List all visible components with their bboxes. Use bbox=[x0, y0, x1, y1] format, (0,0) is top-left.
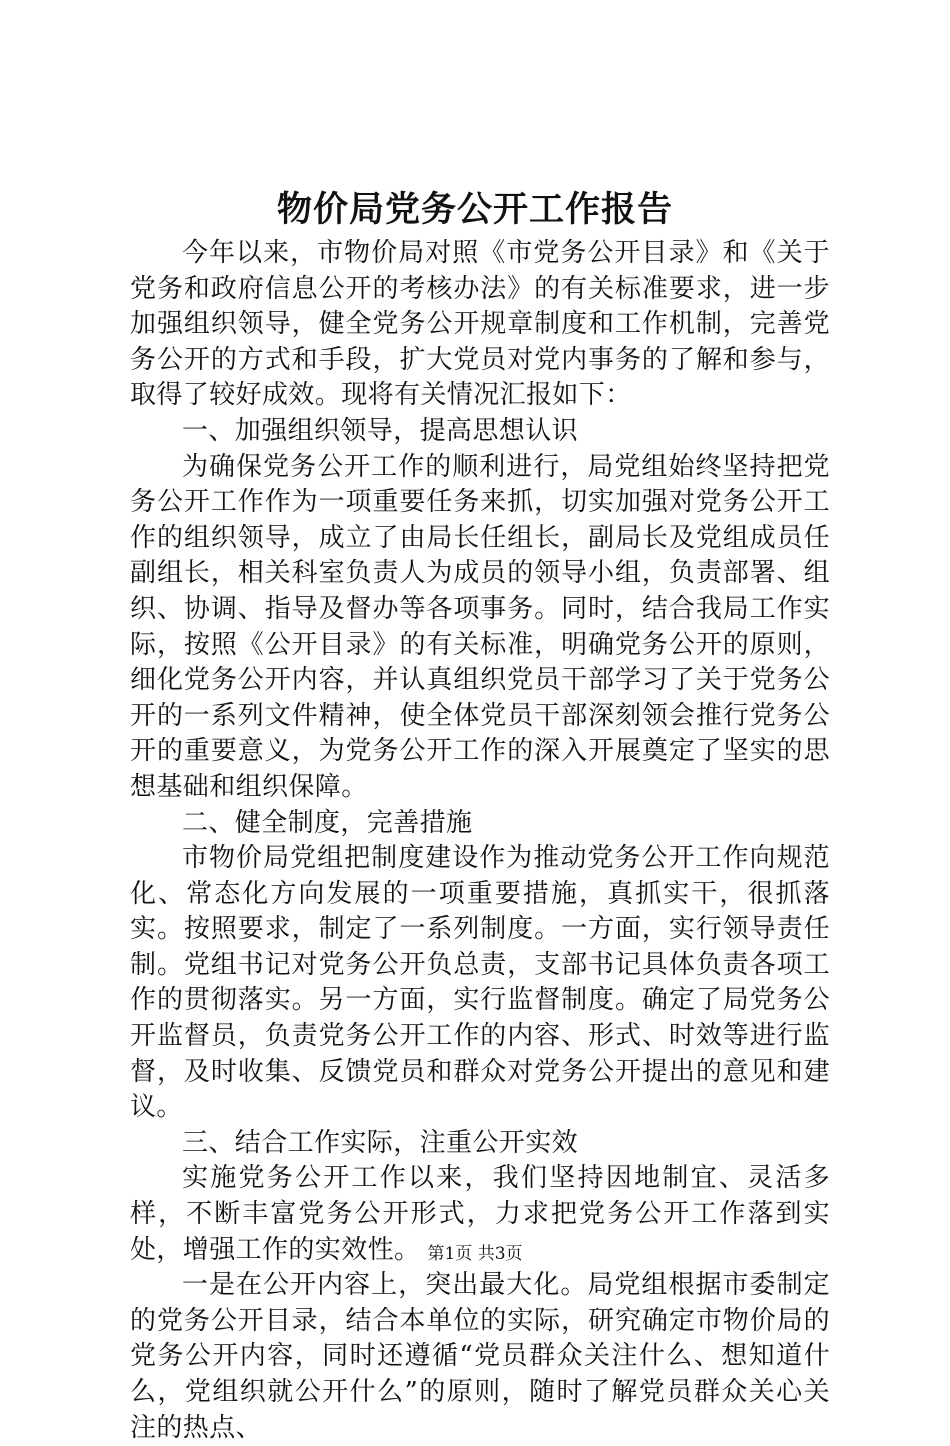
document-title: 物价局党务公开工作报告 bbox=[276, 189, 673, 230]
paragraph-section-2: 市物价局党组把制度建设作为推动党务公开工作向规范化、常态化方向发展的一项重要措施，真抓实干，很抓落实。按照要求，制定了一系列制度。一方面，实行领导责任制。党组书记对党务公开负总责，支部书记具体负责各项工作的贯彻落实。另一方面，实行监督制度。确定了局党务公开监督员，负责党务公开工作的内容、形式、时效等进行监督，及时收集、反馈党员和群众对党务公开提出的意见和建议。 bbox=[130, 843, 830, 1123]
section-heading-3: 三、结合工作实际，注重公开实效 bbox=[182, 1127, 579, 1158]
paragraph-section-1: 为确保党务公开工作的顺利进行，局党组始终坚持把党务公开工作作为一项重要任务来抓，切实加强对党务公开工作的组织领导，成立了由局长任组长，副局长及党组成员任副组长，相关科室负责人为成员的领导小组，负责部署、组织、协调、指导及督办等各项事务。同时，结合我局工作实际，按照《公开目录》的有关标准，明确党务公开的原则，细化党务公开内容，并认真组织党员干部学习了关于党务公开的一系列文件精神，使全体党员干部深刻领会推行党务公开的重要意义，为党务公开工作的深入开展奠定了坚实的思想基础和组织保障。 bbox=[130, 451, 830, 802]
paragraph-intro: 今年以来，市物价局对照《市党务公开目录》和《关于党务和政府信息公开的考核办法》的有关标准要求，进一步加强组织领导，健全党务公开规章制度和工作机制，完善党务公开的方式和手段，扩大党员对党内事务的了解和参与，取得了较好成效。现将有关情况汇报如下： bbox=[130, 238, 830, 411]
section-heading-2: 二、健全制度，完善措施 bbox=[182, 807, 473, 838]
page-number-footer: 第1页 共3页 bbox=[427, 1244, 523, 1264]
paragraph-section-3-point-1: 一是在公开内容上，突出最大化。局党组根据市委制定的党务公开目录，结合本单位的实际，研究确定市物价局的党务公开内容，同时还遵循“党员群众关注什么、想知道什么，党组织就公开什么”的原则，随时了解党员群众关心关注的热点、 bbox=[130, 1270, 830, 1443]
paragraph-section-3: 实施党务公开工作以来，我们坚持因地制宜、灵活多样，不断丰富党务公开形式，力求把党务公开工作落到实处，增强工作的实效性。 bbox=[130, 1163, 830, 1265]
section-heading-1: 一、加强组织领导，提高思想认识 bbox=[182, 415, 579, 446]
